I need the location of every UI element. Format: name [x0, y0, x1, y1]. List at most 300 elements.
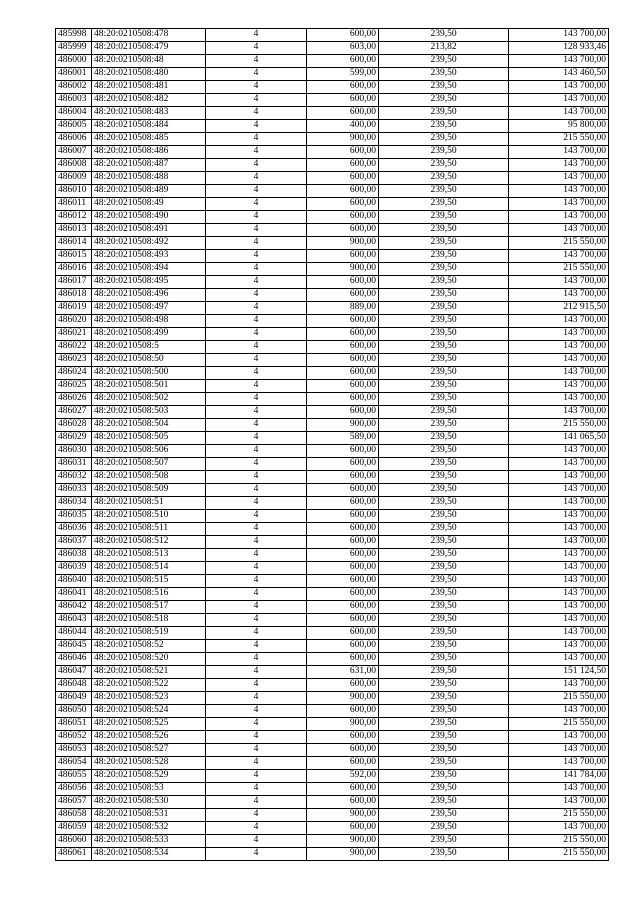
- cadastral-value-cell: 143 700,00: [509, 510, 609, 523]
- cadastral-number-cell: 48:20:0210508:479: [92, 42, 206, 55]
- category-code-cell: 4: [206, 757, 307, 770]
- category-code-cell: 4: [206, 536, 307, 549]
- cadastral-value-cell: 143 700,00: [509, 107, 609, 120]
- table-row: [56, 302, 609, 315]
- row-number-cell: 486044: [56, 627, 92, 640]
- rate-cell: 239,50: [379, 549, 509, 562]
- cadastral-value-cell: 143 700,00: [509, 406, 609, 419]
- area-cell: 600,00: [307, 107, 379, 120]
- area-cell: 600,00: [307, 211, 379, 224]
- cadastral-number-cell: 48:20:0210508:522: [92, 679, 206, 692]
- category-code-cell: 4: [206, 835, 307, 848]
- cadastral-value-cell: 143 700,00: [509, 29, 609, 42]
- rate-cell: 239,50: [379, 172, 509, 185]
- area-cell: 600,00: [307, 757, 379, 770]
- table-row: [56, 120, 609, 133]
- cadastral-number-cell: 48:20:0210508:506: [92, 445, 206, 458]
- cadastral-value-cell: 143 700,00: [509, 679, 609, 692]
- rate-cell: 239,50: [379, 536, 509, 549]
- cadastral-value-cell: 143 700,00: [509, 250, 609, 263]
- area-cell: 600,00: [307, 510, 379, 523]
- table-row: [56, 666, 609, 679]
- category-code-cell: 4: [206, 783, 307, 796]
- rate-cell: 239,50: [379, 497, 509, 510]
- cadastral-number-cell: 48:20:0210508:503: [92, 406, 206, 419]
- category-code-cell: 4: [206, 250, 307, 263]
- table-row: [56, 575, 609, 588]
- category-code-cell: 4: [206, 640, 307, 653]
- area-cell: 600,00: [307, 705, 379, 718]
- table-row: [56, 718, 609, 731]
- cadastral-value-cell: 143 700,00: [509, 471, 609, 484]
- area-cell: 600,00: [307, 341, 379, 354]
- cadastral-value-cell: 143 700,00: [509, 94, 609, 107]
- category-code-cell: 4: [206, 419, 307, 432]
- row-number-cell: 486052: [56, 731, 92, 744]
- table-row: [56, 588, 609, 601]
- cadastral-number-cell: 48:20:0210508:52: [92, 640, 206, 653]
- area-cell: 600,00: [307, 484, 379, 497]
- category-code-cell: 4: [206, 367, 307, 380]
- category-code-cell: 4: [206, 796, 307, 809]
- area-cell: 900,00: [307, 692, 379, 705]
- table-row: [56, 510, 609, 523]
- area-cell: 600,00: [307, 159, 379, 172]
- cadastral-number-cell: 48:20:0210508:533: [92, 835, 206, 848]
- row-number-cell: 486036: [56, 523, 92, 536]
- rate-cell: 239,50: [379, 783, 509, 796]
- category-code-cell: 4: [206, 146, 307, 159]
- category-code-cell: 4: [206, 42, 307, 55]
- rate-cell: 239,50: [379, 419, 509, 432]
- rate-cell: 239,50: [379, 588, 509, 601]
- area-cell: 631,00: [307, 666, 379, 679]
- row-number-cell: 486049: [56, 692, 92, 705]
- cadastral-value-cell: 212 915,50: [509, 302, 609, 315]
- area-cell: 600,00: [307, 562, 379, 575]
- category-code-cell: 4: [206, 510, 307, 523]
- row-number-cell: 486037: [56, 536, 92, 549]
- cadastral-value-cell: 215 550,00: [509, 263, 609, 276]
- cadastral-number-cell: 48:20:0210508:49: [92, 198, 206, 211]
- category-code-cell: 4: [206, 354, 307, 367]
- rate-cell: 239,50: [379, 393, 509, 406]
- row-number-cell: 486017: [56, 276, 92, 289]
- area-cell: 600,00: [307, 198, 379, 211]
- row-number-cell: 486029: [56, 432, 92, 445]
- table-row: [56, 731, 609, 744]
- rate-cell: 239,50: [379, 367, 509, 380]
- row-number-cell: 486057: [56, 796, 92, 809]
- area-cell: 600,00: [307, 614, 379, 627]
- cadastral-number-cell: 48:20:0210508:526: [92, 731, 206, 744]
- area-cell: 600,00: [307, 380, 379, 393]
- category-code-cell: 4: [206, 302, 307, 315]
- area-cell: 600,00: [307, 289, 379, 302]
- cadastral-value-cell: 143 700,00: [509, 588, 609, 601]
- category-code-cell: 4: [206, 744, 307, 757]
- rate-cell: 239,50: [379, 523, 509, 536]
- cadastral-number-cell: 48:20:0210508:478: [92, 29, 206, 42]
- row-number-cell: 486046: [56, 653, 92, 666]
- row-number-cell: 486059: [56, 822, 92, 835]
- area-cell: 900,00: [307, 133, 379, 146]
- rate-cell: 239,50: [379, 224, 509, 237]
- rate-cell: 239,50: [379, 692, 509, 705]
- table-row: [56, 406, 609, 419]
- category-code-cell: 4: [206, 406, 307, 419]
- category-code-cell: 4: [206, 341, 307, 354]
- area-cell: 600,00: [307, 575, 379, 588]
- area-cell: 600,00: [307, 588, 379, 601]
- cadastral-number-cell: 48:20:0210508:532: [92, 822, 206, 835]
- rate-cell: 239,50: [379, 185, 509, 198]
- cadastral-value-cell: 215 550,00: [509, 419, 609, 432]
- cadastral-value-cell: 141 784,00: [509, 770, 609, 783]
- cadastral-value-cell: 143 700,00: [509, 380, 609, 393]
- table-row: [56, 367, 609, 380]
- rate-cell: 239,50: [379, 432, 509, 445]
- row-number-cell: 486027: [56, 406, 92, 419]
- row-number-cell: 486055: [56, 770, 92, 783]
- cadastral-number-cell: 48:20:0210508:492: [92, 237, 206, 250]
- row-number-cell: 486058: [56, 809, 92, 822]
- cadastral-value-cell: 143 700,00: [509, 458, 609, 471]
- cadastral-value-cell: 215 550,00: [509, 718, 609, 731]
- cadastral-value-cell: 143 700,00: [509, 289, 609, 302]
- category-code-cell: 4: [206, 679, 307, 692]
- table-row: [56, 536, 609, 549]
- table-row: [56, 601, 609, 614]
- rate-cell: 239,50: [379, 289, 509, 302]
- row-number-cell: 486026: [56, 393, 92, 406]
- category-code-cell: 4: [206, 809, 307, 822]
- cadastral-value-cell: 151 124,50: [509, 666, 609, 679]
- rate-cell: 239,50: [379, 640, 509, 653]
- cadastral-value-cell: 143 700,00: [509, 562, 609, 575]
- data-table: [55, 28, 609, 861]
- rate-cell: 239,50: [379, 29, 509, 42]
- rate-cell: 239,50: [379, 380, 509, 393]
- cadastral-value-cell: 215 550,00: [509, 237, 609, 250]
- cadastral-number-cell: 48:20:0210508:499: [92, 328, 206, 341]
- area-cell: 600,00: [307, 458, 379, 471]
- category-code-cell: 4: [206, 276, 307, 289]
- table-row: [56, 562, 609, 575]
- row-number-cell: 486024: [56, 367, 92, 380]
- cadastral-number-cell: 48:20:0210508:495: [92, 276, 206, 289]
- cadastral-value-cell: 143 700,00: [509, 445, 609, 458]
- area-cell: 900,00: [307, 718, 379, 731]
- table-row: [56, 809, 609, 822]
- rate-cell: 239,50: [379, 445, 509, 458]
- row-number-cell: 486004: [56, 107, 92, 120]
- area-cell: 600,00: [307, 549, 379, 562]
- category-code-cell: 4: [206, 68, 307, 81]
- cadastral-value-cell: 215 550,00: [509, 692, 609, 705]
- table-row: [56, 523, 609, 536]
- row-number-cell: 486030: [56, 445, 92, 458]
- area-cell: 900,00: [307, 419, 379, 432]
- cadastral-number-cell: 48:20:0210508:498: [92, 315, 206, 328]
- cadastral-number-cell: 48:20:0210508:523: [92, 692, 206, 705]
- category-code-cell: 4: [206, 94, 307, 107]
- row-number-cell: 486009: [56, 172, 92, 185]
- rate-cell: 239,50: [379, 354, 509, 367]
- cadastral-value-cell: 215 550,00: [509, 835, 609, 848]
- row-number-cell: 486015: [56, 250, 92, 263]
- area-cell: 600,00: [307, 471, 379, 484]
- rate-cell: 239,50: [379, 601, 509, 614]
- cadastral-value-cell: 143 700,00: [509, 497, 609, 510]
- table-row: [56, 81, 609, 94]
- area-cell: 600,00: [307, 55, 379, 68]
- table-row: [56, 55, 609, 68]
- table-row: [56, 744, 609, 757]
- rate-cell: 239,50: [379, 757, 509, 770]
- rate-cell: 239,50: [379, 250, 509, 263]
- rate-cell: 239,50: [379, 835, 509, 848]
- row-number-cell: 486012: [56, 211, 92, 224]
- cadastral-number-cell: 48:20:0210508:490: [92, 211, 206, 224]
- rate-cell: 239,50: [379, 146, 509, 159]
- cadastral-number-cell: 48:20:0210508:493: [92, 250, 206, 263]
- table-row: [56, 393, 609, 406]
- category-code-cell: 4: [206, 653, 307, 666]
- rate-cell: 239,50: [379, 341, 509, 354]
- cadastral-value-cell: 143 700,00: [509, 523, 609, 536]
- rate-cell: 239,50: [379, 120, 509, 133]
- category-code-cell: 4: [206, 380, 307, 393]
- table-row: [56, 354, 609, 367]
- row-number-cell: 486054: [56, 757, 92, 770]
- row-number-cell: 486001: [56, 68, 92, 81]
- area-cell: 900,00: [307, 263, 379, 276]
- table-row: [56, 250, 609, 263]
- category-code-cell: 4: [206, 393, 307, 406]
- row-number-cell: 486039: [56, 562, 92, 575]
- rate-cell: 239,50: [379, 237, 509, 250]
- area-cell: 600,00: [307, 393, 379, 406]
- table-row: [56, 315, 609, 328]
- cadastral-value-cell: 143 700,00: [509, 354, 609, 367]
- table-row: [56, 94, 609, 107]
- row-number-cell: 486043: [56, 614, 92, 627]
- row-number-cell: 486060: [56, 835, 92, 848]
- cadastral-value-cell: 143 700,00: [509, 341, 609, 354]
- category-code-cell: 4: [206, 523, 307, 536]
- area-cell: 600,00: [307, 250, 379, 263]
- row-number-cell: 486006: [56, 133, 92, 146]
- cadastral-value-cell: 143 700,00: [509, 549, 609, 562]
- cadastral-value-cell: 143 700,00: [509, 653, 609, 666]
- cadastral-value-cell: 95 800,00: [509, 120, 609, 133]
- category-code-cell: 4: [206, 224, 307, 237]
- cadastral-number-cell: 48:20:0210508:520: [92, 653, 206, 666]
- category-code-cell: 4: [206, 432, 307, 445]
- area-cell: 600,00: [307, 783, 379, 796]
- category-code-cell: 4: [206, 315, 307, 328]
- row-number-cell: 486040: [56, 575, 92, 588]
- cadastral-value-cell: 143 460,50: [509, 68, 609, 81]
- category-code-cell: 4: [206, 328, 307, 341]
- cadastral-value-cell: 143 700,00: [509, 796, 609, 809]
- area-cell: 900,00: [307, 848, 379, 861]
- cadastral-value-cell: 143 700,00: [509, 536, 609, 549]
- area-cell: 600,00: [307, 796, 379, 809]
- category-code-cell: 4: [206, 718, 307, 731]
- table-body: [56, 29, 609, 861]
- table-row: [56, 679, 609, 692]
- cadastral-number-cell: 48:20:0210508:508: [92, 471, 206, 484]
- row-number-cell: 486021: [56, 328, 92, 341]
- cadastral-number-cell: 48:20:0210508:483: [92, 107, 206, 120]
- table-row: [56, 237, 609, 250]
- category-code-cell: 4: [206, 211, 307, 224]
- cadastral-value-cell: 215 550,00: [509, 133, 609, 146]
- cadastral-number-cell: 48:20:0210508:510: [92, 510, 206, 523]
- row-number-cell: 486023: [56, 354, 92, 367]
- category-code-cell: 4: [206, 29, 307, 42]
- rate-cell: 239,50: [379, 406, 509, 419]
- table-row: [56, 224, 609, 237]
- row-number-cell: 486013: [56, 224, 92, 237]
- area-cell: 589,00: [307, 432, 379, 445]
- area-cell: 889,00: [307, 302, 379, 315]
- table-row: [56, 835, 609, 848]
- cadastral-number-cell: 48:20:0210508:488: [92, 172, 206, 185]
- area-cell: 600,00: [307, 315, 379, 328]
- cadastral-value-cell: 143 700,00: [509, 172, 609, 185]
- area-cell: 600,00: [307, 640, 379, 653]
- cadastral-number-cell: 48:20:0210508:5: [92, 341, 206, 354]
- table-row: [56, 640, 609, 653]
- table-row: [56, 484, 609, 497]
- rate-cell: 239,50: [379, 458, 509, 471]
- cadastral-number-cell: 48:20:0210508:515: [92, 575, 206, 588]
- cadastral-number-cell: 48:20:0210508:531: [92, 809, 206, 822]
- rate-cell: 239,50: [379, 848, 509, 861]
- cadastral-number-cell: 48:20:0210508:494: [92, 263, 206, 276]
- area-cell: 600,00: [307, 146, 379, 159]
- rate-cell: 239,50: [379, 809, 509, 822]
- cadastral-value-cell: 143 700,00: [509, 783, 609, 796]
- rate-cell: 239,50: [379, 744, 509, 757]
- rate-cell: 239,50: [379, 653, 509, 666]
- cadastral-number-cell: 48:20:0210508:484: [92, 120, 206, 133]
- cadastral-number-cell: 48:20:0210508:509: [92, 484, 206, 497]
- row-number-cell: 486025: [56, 380, 92, 393]
- rate-cell: 239,50: [379, 133, 509, 146]
- table-row: [56, 198, 609, 211]
- cadastral-value-cell: 143 700,00: [509, 393, 609, 406]
- cadastral-number-cell: 48:20:0210508:507: [92, 458, 206, 471]
- row-number-cell: 486045: [56, 640, 92, 653]
- table-row: [56, 211, 609, 224]
- cadastral-number-cell: 48:20:0210508:514: [92, 562, 206, 575]
- table-row: [56, 497, 609, 510]
- cadastral-value-cell: 215 550,00: [509, 848, 609, 861]
- cadastral-value-cell: 143 700,00: [509, 146, 609, 159]
- area-cell: 600,00: [307, 172, 379, 185]
- table-row: [56, 471, 609, 484]
- area-cell: 600,00: [307, 354, 379, 367]
- cadastral-number-cell: 48:20:0210508:48: [92, 55, 206, 68]
- cadastral-value-cell: 141 065,50: [509, 432, 609, 445]
- rate-cell: 239,50: [379, 328, 509, 341]
- area-cell: 600,00: [307, 679, 379, 692]
- cadastral-number-cell: 48:20:0210508:518: [92, 614, 206, 627]
- row-number-cell: 486028: [56, 419, 92, 432]
- table-row: [56, 68, 609, 81]
- cadastral-number-cell: 48:20:0210508:502: [92, 393, 206, 406]
- cadastral-number-cell: 48:20:0210508:486: [92, 146, 206, 159]
- row-number-cell: 486008: [56, 159, 92, 172]
- area-cell: 600,00: [307, 445, 379, 458]
- category-code-cell: 4: [206, 237, 307, 250]
- cadastral-value-cell: 143 700,00: [509, 198, 609, 211]
- rate-cell: 239,50: [379, 211, 509, 224]
- category-code-cell: 4: [206, 588, 307, 601]
- table-row: [56, 692, 609, 705]
- table-row: [56, 146, 609, 159]
- row-number-cell: 486053: [56, 744, 92, 757]
- category-code-cell: 4: [206, 198, 307, 211]
- rate-cell: 239,50: [379, 718, 509, 731]
- rate-cell: 239,50: [379, 263, 509, 276]
- rate-cell: 239,50: [379, 107, 509, 120]
- category-code-cell: 4: [206, 172, 307, 185]
- row-number-cell: 486002: [56, 81, 92, 94]
- category-code-cell: 4: [206, 575, 307, 588]
- rate-cell: 239,50: [379, 627, 509, 640]
- cadastral-value-cell: 143 700,00: [509, 757, 609, 770]
- cadastral-number-cell: 48:20:0210508:527: [92, 744, 206, 757]
- table-row: [56, 29, 609, 42]
- table-row: [56, 172, 609, 185]
- area-cell: 600,00: [307, 601, 379, 614]
- rate-cell: 239,50: [379, 575, 509, 588]
- category-code-cell: 4: [206, 185, 307, 198]
- cadastral-value-cell: 143 700,00: [509, 315, 609, 328]
- row-number-cell: 486019: [56, 302, 92, 315]
- cadastral-number-cell: 48:20:0210508:491: [92, 224, 206, 237]
- cadastral-value-cell: 143 700,00: [509, 211, 609, 224]
- category-code-cell: 4: [206, 458, 307, 471]
- area-cell: 600,00: [307, 497, 379, 510]
- area-cell: 592,00: [307, 770, 379, 783]
- row-number-cell: 486010: [56, 185, 92, 198]
- cadastral-value-cell: 143 700,00: [509, 367, 609, 380]
- row-number-cell: 486007: [56, 146, 92, 159]
- cadastral-number-cell: 48:20:0210508:50: [92, 354, 206, 367]
- row-number-cell: 486003: [56, 94, 92, 107]
- area-cell: 900,00: [307, 809, 379, 822]
- area-cell: 600,00: [307, 367, 379, 380]
- category-code-cell: 4: [206, 120, 307, 133]
- cadastral-value-cell: 143 700,00: [509, 484, 609, 497]
- area-cell: 600,00: [307, 29, 379, 42]
- category-code-cell: 4: [206, 549, 307, 562]
- cadastral-number-cell: 48:20:0210508:525: [92, 718, 206, 731]
- category-code-cell: 4: [206, 666, 307, 679]
- cadastral-value-cell: 143 700,00: [509, 744, 609, 757]
- cadastral-number-cell: 48:20:0210508:485: [92, 133, 206, 146]
- cadastral-value-cell: 143 700,00: [509, 185, 609, 198]
- cadastral-number-cell: 48:20:0210508:516: [92, 588, 206, 601]
- rate-cell: 239,50: [379, 276, 509, 289]
- cadastral-number-cell: 48:20:0210508:512: [92, 536, 206, 549]
